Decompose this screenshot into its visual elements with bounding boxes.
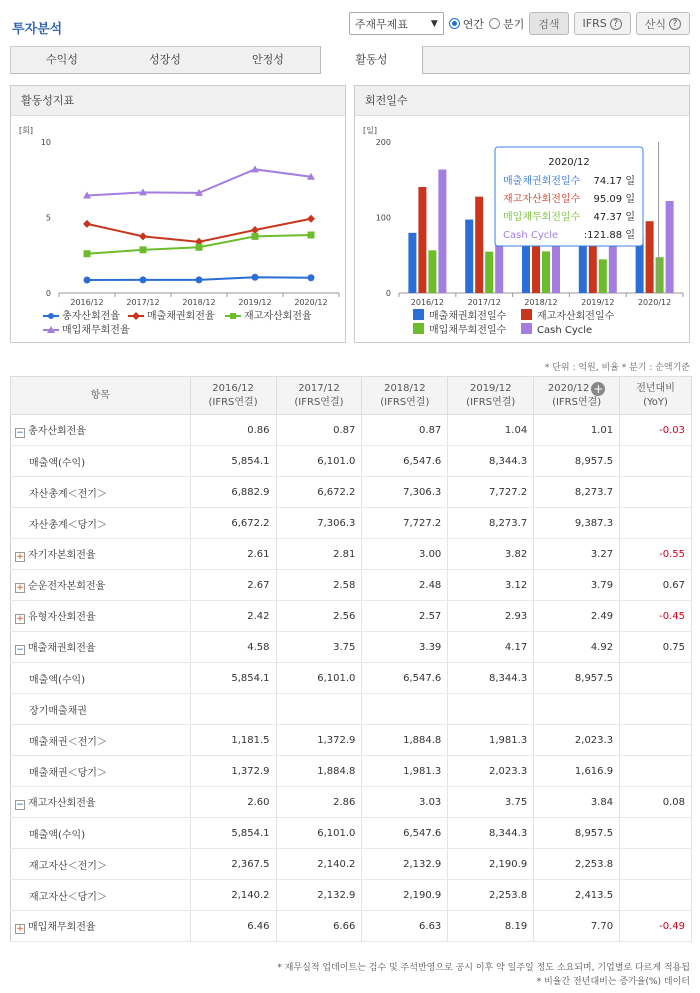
- table-cell: 0.87: [276, 415, 362, 446]
- table-cell: 0.87: [362, 415, 448, 446]
- table-cell: 2.86: [276, 787, 362, 818]
- table-cell: 8,957.5: [534, 818, 620, 849]
- legend-label: 매출채권회전율: [147, 311, 215, 322]
- legend-label: 매출채권회전일수: [429, 311, 507, 322]
- formula-button[interactable]: [636, 12, 690, 35]
- table-cell: 6,547.6: [362, 663, 448, 694]
- tooltip-row-label: Cash Cycle: [503, 230, 559, 241]
- help-icon: ?: [610, 18, 622, 30]
- period-year: 2016/12: [212, 382, 254, 394]
- x-tick-label: 2017/12: [467, 298, 501, 307]
- row-label: [11, 818, 191, 849]
- period-year: 2017/12: [298, 382, 340, 394]
- turnover-days-panel-title: 회전일수: [355, 86, 689, 116]
- bar: [408, 233, 416, 293]
- yoy-cell: -0.49: [620, 911, 692, 942]
- table-cell: 7,727.2: [362, 508, 448, 539]
- legend-label: 총자산회전율: [62, 311, 120, 322]
- table-cell: 1,181.5: [190, 725, 276, 756]
- yoy-cell: 0.75: [620, 632, 692, 663]
- y-tick-label: 0: [45, 289, 51, 298]
- row-label-text: 유형자산회전율: [28, 612, 96, 623]
- y-axis-unit: [회]: [19, 126, 33, 135]
- table-cell: 6,882.9: [190, 477, 276, 508]
- yoy-cell: [620, 725, 692, 756]
- expand-icon[interactable]: +: [16, 552, 24, 562]
- table-row: [11, 818, 692, 849]
- row-label-text: 자기자본회전율: [28, 550, 96, 561]
- table-cell: 1,616.9: [534, 756, 620, 787]
- row-label-text: 자산총계＜전기＞: [29, 488, 107, 500]
- radio-quarter-label: 분기: [503, 17, 525, 31]
- table-cell: [276, 694, 362, 725]
- row-label: [11, 880, 191, 911]
- table-cell: 2,413.5: [534, 880, 620, 911]
- row-label-text: 매출액(수익): [29, 829, 86, 841]
- row-label-text: 총자산회전율: [28, 426, 86, 437]
- legend-swatch: [521, 309, 532, 320]
- turnover-days-chart: [355, 116, 689, 342]
- x-tick-label: 2018/12: [182, 298, 216, 307]
- legend-marker: [48, 313, 54, 319]
- statement-select[interactable]: [349, 12, 444, 35]
- table-cell: 8.19: [448, 911, 534, 942]
- row-label: [11, 663, 191, 694]
- tab-stability[interactable]: 안정성: [252, 53, 284, 66]
- yoy-cell: [620, 477, 692, 508]
- data-point: [84, 250, 91, 257]
- table-row: [11, 725, 692, 756]
- table-cell: 2.49: [534, 601, 620, 632]
- x-tick-label: 2018/12: [524, 298, 558, 307]
- col-item-header: 항목: [11, 377, 191, 415]
- period-basis: (IFRS연결): [466, 396, 516, 408]
- data-point: [140, 246, 147, 253]
- table-cell: 8,344.3: [448, 818, 534, 849]
- yoy-cell: [620, 880, 692, 911]
- table-cell: 2,132.9: [276, 880, 362, 911]
- table-row: [11, 663, 692, 694]
- tab-growth[interactable]: 성장성: [149, 53, 181, 66]
- table-row: [11, 880, 692, 911]
- table-cell: 8,344.3: [448, 663, 534, 694]
- table-cell: 2.81: [276, 539, 362, 570]
- table-cell: 8,957.5: [534, 446, 620, 477]
- table-cell: 2,023.3: [534, 725, 620, 756]
- table-cell: 6,101.0: [276, 818, 362, 849]
- yoy-cell: [620, 446, 692, 477]
- legend-label: 재고자산회전일수: [537, 311, 615, 322]
- bar: [542, 251, 550, 293]
- row-label[interactable]: [11, 415, 191, 446]
- period-basis: (IFRS연결): [552, 396, 602, 408]
- row-label: [11, 446, 191, 477]
- collapse-icon[interactable]: −: [16, 645, 24, 655]
- table-row: [11, 632, 692, 663]
- expand-icon[interactable]: +: [16, 924, 24, 934]
- tooltip-row-label: 매입채무회전일수: [503, 212, 581, 223]
- x-tick-label: 2020/12: [637, 298, 672, 307]
- y-axis-unit: [일]: [363, 126, 377, 135]
- table-cell: 1,372.9: [276, 725, 362, 756]
- row-label-text: 매입채무회전율: [28, 922, 96, 933]
- radio-annual-icon[interactable]: [449, 18, 460, 29]
- table-row: [11, 756, 692, 787]
- table-cell: 6,101.0: [276, 663, 362, 694]
- data-point: [308, 232, 315, 239]
- table-cell: 2.93: [448, 601, 534, 632]
- yoy-cell: [620, 663, 692, 694]
- yoy-cell: [620, 818, 692, 849]
- table-cell: 4.92: [534, 632, 620, 663]
- data-point: [84, 277, 91, 284]
- table-cell: 1,981.3: [448, 725, 534, 756]
- yoy-cell: [620, 508, 692, 539]
- turnover-days-panel: [354, 85, 690, 343]
- table-cell: 6,547.6: [362, 818, 448, 849]
- help-icon: ?: [669, 18, 681, 30]
- table-cell: 3.03: [362, 787, 448, 818]
- bar: [485, 252, 493, 293]
- data-point: [252, 274, 259, 281]
- row-label: [11, 508, 191, 539]
- table-cell: 2,140.2: [190, 880, 276, 911]
- table-cell: 2,132.9: [362, 849, 448, 880]
- table-cell: 6,672.2: [276, 477, 362, 508]
- table-cell: 9,387.3: [534, 508, 620, 539]
- legend-label: Cash Cycle: [537, 325, 593, 336]
- bar: [418, 187, 426, 293]
- chart-tooltip: [495, 147, 643, 246]
- expand-icon[interactable]: +: [16, 614, 24, 624]
- yoy-cell: -0.45: [620, 601, 692, 632]
- tooltip-row-label: 재고자산회전일수: [503, 194, 581, 205]
- table-row: [11, 570, 692, 601]
- table-cell: 5,854.1: [190, 818, 276, 849]
- ifrs-button-label: IFRS: [582, 17, 607, 30]
- table-cell: 1,372.9: [190, 756, 276, 787]
- statement-select-value: 주재무제표: [354, 17, 408, 31]
- x-tick-label: 2019/12: [238, 298, 272, 307]
- row-label-text: 매출채권＜당기＞: [29, 767, 107, 779]
- legend-label: 매입채무회전율: [62, 325, 130, 336]
- x-tick-label: 2019/12: [581, 298, 615, 307]
- activity-ratio-chart: [11, 116, 345, 342]
- table-cell: [534, 694, 620, 725]
- table-cell: [362, 694, 448, 725]
- bar: [428, 250, 436, 293]
- table-cell: 2,023.3: [448, 756, 534, 787]
- table-cell: 2,190.9: [448, 849, 534, 880]
- bar: [599, 259, 607, 293]
- radio-annual-label: 연간: [462, 17, 484, 31]
- legend-swatch: [413, 323, 424, 334]
- y-tick-label: 5: [45, 213, 51, 223]
- table-cell: 4.58: [190, 632, 276, 663]
- row-label[interactable]: [11, 632, 191, 663]
- table-cell: 6,672.2: [190, 508, 276, 539]
- table-header-row: [11, 377, 692, 415]
- data-point: [83, 220, 91, 228]
- table-row: [11, 694, 692, 725]
- table-cell: 2.48: [362, 570, 448, 601]
- row-label-text: 순운전자본회전율: [28, 581, 106, 592]
- yoy-cell: 0.67: [620, 570, 692, 601]
- table-cell: 3.84: [534, 787, 620, 818]
- row-label-text: 매출채권회전율: [28, 643, 96, 654]
- table-cell: [448, 694, 534, 725]
- legend-marker: [230, 313, 236, 319]
- table-cell: 3.79: [534, 570, 620, 601]
- table-cell: 1.01: [534, 415, 620, 446]
- table-cell: 1,884.8: [276, 756, 362, 787]
- bar: [666, 201, 674, 293]
- tooltip-row-label: 매출채권회전일수: [503, 176, 581, 187]
- table-cell: 2.61: [190, 539, 276, 570]
- yoy-cell: -0.55: [620, 539, 692, 570]
- expand-icon[interactable]: +: [16, 583, 24, 593]
- data-point: [196, 244, 203, 251]
- data-point: [308, 274, 315, 281]
- legend-label: 재고자산회전율: [244, 311, 312, 322]
- table-cell: 3.75: [276, 632, 362, 663]
- bar: [656, 257, 664, 293]
- period-basis: (IFRS연결): [208, 396, 258, 408]
- table-cell: 2.58: [276, 570, 362, 601]
- col-period-header: [276, 377, 362, 415]
- table-row: [11, 477, 692, 508]
- tab-bar: [10, 46, 690, 74]
- table-cell: 1,884.8: [362, 725, 448, 756]
- row-label-text: 매출채권＜전기＞: [29, 736, 107, 748]
- collapse-icon[interactable]: −: [16, 800, 24, 810]
- tooltip-row-value: :121.88 일: [583, 230, 635, 241]
- radio-quarter[interactable]: [489, 16, 524, 32]
- tooltip-row-value: 47.37 일: [593, 212, 635, 223]
- data-point: [251, 226, 259, 234]
- table-row: [11, 787, 692, 818]
- collapse-icon[interactable]: −: [16, 428, 24, 438]
- table-cell: 2.56: [276, 601, 362, 632]
- table-cell: 5,854.1: [190, 663, 276, 694]
- tab-activity[interactable]: 활동성: [320, 46, 423, 74]
- table-cell: 5,854.1: [190, 446, 276, 477]
- table-row: [11, 446, 692, 477]
- legend-label: 매입채무회전일수: [429, 325, 507, 336]
- x-tick-label: 2020/12: [294, 298, 328, 307]
- x-tick-label: 2016/12: [410, 298, 445, 307]
- table-cell: 1,981.3: [362, 756, 448, 787]
- ifrs-button[interactable]: [574, 12, 631, 35]
- row-label[interactable]: [11, 911, 191, 942]
- table-cell: 2,367.5: [190, 849, 276, 880]
- row-label: [11, 849, 191, 880]
- row-label-text: 장기매출채권: [29, 705, 87, 717]
- row-label[interactable]: [11, 787, 191, 818]
- row-label-text: 재고자산회전율: [28, 798, 96, 809]
- yoy-cell: [620, 694, 692, 725]
- bar: [646, 221, 654, 293]
- add-column-icon[interactable]: +: [593, 381, 604, 396]
- table-row: [11, 539, 692, 570]
- yoy-header-line1: 전년대비: [636, 382, 675, 394]
- row-label-text: 매출액(수익): [29, 457, 86, 469]
- row-label[interactable]: [11, 570, 191, 601]
- table-cell: 7.70: [534, 911, 620, 942]
- table-cell: 7,306.3: [362, 477, 448, 508]
- chevron-down-icon: ▼: [430, 18, 438, 29]
- table-cell: 3.12: [448, 570, 534, 601]
- bar: [465, 220, 473, 293]
- row-label-text: 재고자산＜당기＞: [29, 891, 107, 903]
- period-year: 2019/12: [469, 382, 512, 394]
- table-cell: 6.46: [190, 911, 276, 942]
- table-cell: 3.82: [448, 539, 534, 570]
- table-row: [11, 911, 692, 942]
- bar: [475, 197, 483, 293]
- data-point: [252, 233, 259, 240]
- table-cell: 2.57: [362, 601, 448, 632]
- yoy-cell: -0.03: [620, 415, 692, 446]
- row-label-text: 매출액(수익): [29, 674, 86, 686]
- table-cell: 2,253.8: [448, 880, 534, 911]
- period-year: 2018/12: [384, 382, 426, 394]
- table-cell: 2,190.9: [362, 880, 448, 911]
- toolbar: [349, 12, 690, 35]
- legend-marker: [132, 312, 140, 320]
- legend-swatch: [521, 323, 532, 334]
- table-cell: 1.04: [448, 415, 534, 446]
- table-cell: 2,140.2: [276, 849, 362, 880]
- formula-button-label: 산식: [644, 17, 666, 31]
- table-cell: [190, 694, 276, 725]
- y-tick-label: 0: [385, 289, 391, 298]
- row-label[interactable]: [11, 601, 191, 632]
- row-label[interactable]: [11, 539, 191, 570]
- table-row: [11, 508, 692, 539]
- activity-ratio-panel-title: 활동성지표: [11, 86, 345, 116]
- table-cell: 2.67: [190, 570, 276, 601]
- period-year: 2020/12: [547, 382, 590, 394]
- table-cell: 3.75: [448, 787, 534, 818]
- table-cell: 8,957.5: [534, 663, 620, 694]
- yoy-header-line2: (YoY): [643, 396, 668, 408]
- row-label: [11, 477, 191, 508]
- unit-note: * 단위 : 억원, 비율 * 분기 : 순액기준: [544, 363, 690, 373]
- table-cell: 0.86: [190, 415, 276, 446]
- table-cell: 2,253.8: [534, 849, 620, 880]
- table-cell: 4.17: [448, 632, 534, 663]
- col-period-header: [190, 377, 276, 415]
- tab-profitability[interactable]: 수익성: [46, 53, 78, 66]
- row-label: [11, 756, 191, 787]
- table-cell: 3.39: [362, 632, 448, 663]
- activity-table: [10, 376, 692, 942]
- period-basis: (IFRS연결): [294, 396, 344, 408]
- page-title: 투자분석: [12, 22, 63, 37]
- table-cell: 6,547.6: [362, 446, 448, 477]
- y-tick-label: 200: [375, 138, 391, 147]
- y-tick-label: 100: [375, 213, 391, 223]
- footnote-update: * 재무실적 업데이트는 검수 및 주석반영으로 공시 이후 약 일주일 정도 소요되며, 기업별로 다르게 적용됩: [277, 963, 690, 973]
- bar: [438, 169, 446, 293]
- x-tick-label: 2017/12: [126, 298, 160, 307]
- table-cell: 8,273.7: [448, 508, 534, 539]
- row-label: [11, 694, 191, 725]
- yoy-cell: [620, 849, 692, 880]
- row-label: [11, 725, 191, 756]
- tooltip-row-value: 74.17 일: [593, 176, 635, 187]
- tooltip-row-value: 95.09 일: [593, 194, 635, 205]
- activity-ratio-panel: [10, 85, 346, 343]
- yoy-cell: 0.08: [620, 787, 692, 818]
- data-point: [140, 276, 147, 283]
- footnote-yoy: * 비율간 전년대비는 증가율(%) 데이터: [536, 977, 690, 987]
- col-period-header: [448, 377, 534, 415]
- table-row: [11, 601, 692, 632]
- table-cell: 6.66: [276, 911, 362, 942]
- col-yoy-header: [620, 377, 692, 415]
- yoy-cell: [620, 756, 692, 787]
- col-period-header: [362, 377, 448, 415]
- y-tick-label: 10: [40, 138, 51, 147]
- table-row: [11, 849, 692, 880]
- table-cell: 2.42: [190, 601, 276, 632]
- legend-swatch: [413, 309, 424, 320]
- table-cell: 7,306.3: [276, 508, 362, 539]
- data-point: [139, 232, 147, 240]
- table-cell: 8,273.7: [534, 477, 620, 508]
- x-tick-label: 2016/12: [70, 298, 104, 307]
- table-cell: 6.63: [362, 911, 448, 942]
- data-point: [307, 215, 315, 223]
- radio-annual[interactable]: [449, 16, 484, 32]
- table-cell: 8,344.3: [448, 446, 534, 477]
- table-row: [11, 415, 692, 446]
- row-label-text: 자산총계＜당기＞: [29, 519, 107, 531]
- period-basis: (IFRS연결): [380, 396, 430, 408]
- row-label-text: 재고자산＜전기＞: [29, 860, 107, 872]
- table-cell: 7,727.2: [448, 477, 534, 508]
- search-button[interactable]: 검색: [529, 12, 568, 35]
- table-cell: 3.27: [534, 539, 620, 570]
- radio-quarter-icon[interactable]: [489, 18, 500, 29]
- tooltip-period: 2020/12: [548, 157, 590, 168]
- table-cell: 3.00: [362, 539, 448, 570]
- table-cell: 2.60: [190, 787, 276, 818]
- table-cell: 6,101.0: [276, 446, 362, 477]
- data-point: [196, 276, 203, 283]
- col-period-header: [534, 377, 620, 415]
